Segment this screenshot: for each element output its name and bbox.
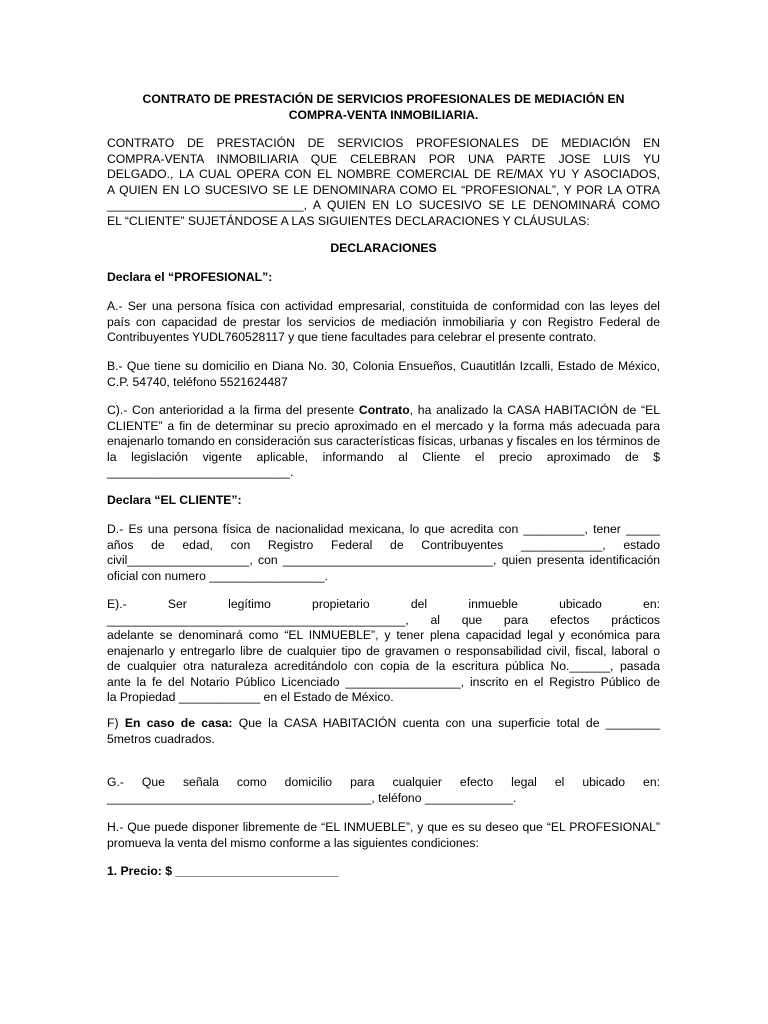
intro-paragraph xyxy=(107,136,660,229)
clause-a: A.- Ser una persona física con actividad empresarial, constituida de conformidad con las leyes del país con capacidad de prestar los servicios de mediación inmobiliaria y con Registro Federal de Contribuyentes YUDL760528117 y que tiene facultades para celebrar el presente contrato. xyxy=(107,299,660,344)
clause-e-line: ante la fe del Notario Público Licenciado _________________, inscrito en el Registro Público de xyxy=(107,674,660,689)
document-title-line: CONTRATO DE PRESTACIÓN DE SERVICIOS PROFESIONALES DE MEDIACIÓN EN xyxy=(142,92,625,106)
clause-e-line: E).- Ser legítimo propietario del inmueble ubicado en: xyxy=(107,597,660,611)
intro-line: _____________________________, A QUIEN EN LO SUCESIVO SE LE DENOMINARÁ COMO xyxy=(107,198,660,212)
clause-c-text: C).- Con anterioridad a la firma del presente xyxy=(107,403,359,417)
declara-profesional-heading: Declara el “PROFESIONAL”: xyxy=(107,270,273,284)
declara-cliente-heading: Declara “EL CLIENTE”: xyxy=(107,493,242,507)
clause-g xyxy=(107,775,660,806)
clause-c xyxy=(107,403,660,481)
clause-f-heading: En caso de casa: xyxy=(124,716,233,730)
clause-e-line: adelante se denominará como “EL INMUEBLE”, y tener plena capacidad legal y económica para xyxy=(107,628,660,642)
document-title-line: COMPRA-VENTA INMOBILIARIA. xyxy=(288,107,479,122)
clause-g-line: G.- Que señala como domicilio para cualquier efecto legal el ubicado en: xyxy=(107,775,660,789)
clause-c-text: , ha analizado la CASA HABITACIÓN de “EL CLIENTE” a fin de determinar su precio aproximado en el mercado y la forma más adecuada para enajenarlo tomando en consideración sus características físicas, urbanas y fiscales en los términos de la legislación vigente aplicable, informando al Cliente el precio aproximado de $ ___________________________. xyxy=(107,403,660,479)
intro-line: EL “CLIENTE” SUJETÁNDOSE A LAS SIGUIENTES DECLARACIONES Y CLÁUSULAS: xyxy=(107,213,590,228)
clause-d: D.- Es una persona física de nacionalidad mexicana, lo que acredita con _________, tener _____ años de edad, con Registro Federal de Contribuyentes ____________, estado civil__________________, con _______________________________, quien presenta identificación oficial con numero _________________. xyxy=(107,522,660,583)
intro-line: COMPRA-VENTA INMOBILIARIA QUE CELEBRAN POR UNA PARTE JOSE LUIS YU xyxy=(107,151,660,166)
clause-f-text: F) xyxy=(107,716,125,730)
clause-c-contrato: Contrato xyxy=(358,403,410,417)
clause-f-text: Que la CASA HABITACIÓN cuenta con una superficie total de ________ 5metros cuadrados. xyxy=(107,716,661,746)
intro-line: DELGADO., LA CUAL OPERA CON EL NOMBRE COMERCIAL DE RE/MAX YU Y ASOCIADOS, xyxy=(107,167,660,181)
clause-f xyxy=(107,716,660,747)
document-title xyxy=(107,92,660,123)
clause-g-line: _______________________________________, teléfono _____________. xyxy=(107,790,517,805)
clause-e-line: enajenarlo y entregarlo libre de cualquier tipo de gravamen o responsabilidad civil, fiscal, laboral o xyxy=(107,643,660,658)
clause-h: H.- Que puede disponer libremente de “EL INMUEBLE”, y que es su deseo que “EL PROFESIONAL” promueva la venta del mismo conforme a las siguientes condiciones: xyxy=(107,820,660,850)
precio-line: 1. Precio: $ ________________________ xyxy=(107,864,339,878)
clause-b: B.- Que tiene su domicilio en Diana No. 30, Colonia Ensueños, Cuautitlán Izcalli, Estado de México, C.P. 54740, teléfono 5521624487 xyxy=(107,359,660,389)
clause-e-line: ____________________________________________, al que para efectos prácticos xyxy=(107,612,660,627)
clause-e-line: la Propiedad ____________ en el Estado de México. xyxy=(107,690,394,704)
intro-line: A QUIEN EN LO SUCESIVO SE LE DENOMINARA COMO EL “PROFESIONAL”, Y POR LA OTRA xyxy=(107,182,660,197)
clause-e xyxy=(107,597,660,706)
intro-line: CONTRATO DE PRESTACIÓN DE SERVICIOS PROFESIONALES DE MEDIACIÓN EN xyxy=(107,136,660,150)
clause-e-line: de cualquier otra naturaleza acreditándolo con copia de la escritura pública No.______, pasada xyxy=(107,659,660,673)
declaraciones-heading: DECLARACIONES xyxy=(330,241,437,255)
